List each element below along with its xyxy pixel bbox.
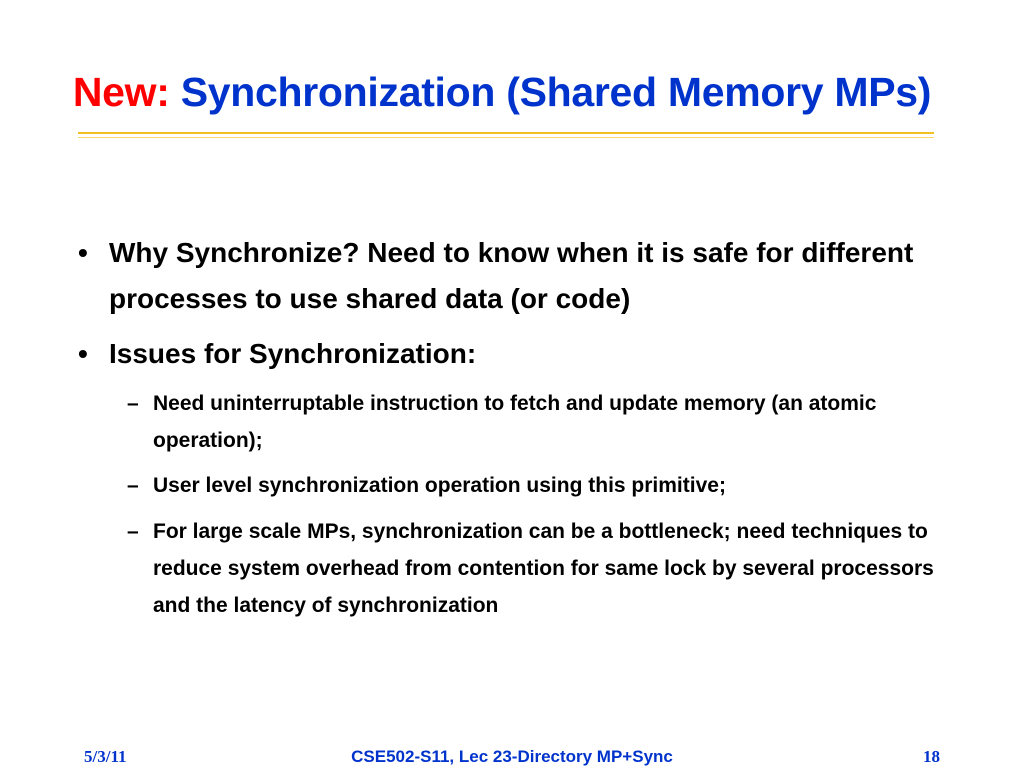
title-prefix: New: <box>72 69 170 115</box>
sub-bullet-marker: – <box>127 520 139 543</box>
sub-bullet-text: User level synchronization operation using this primitive; <box>153 474 726 497</box>
bullet-text: Issues for Synchronization: <box>109 338 477 369</box>
sub-bullet-text: For large scale MPs, synchronization can be a bottleneck; need techniques to reduce system overhead from contention for same lock by several processors and the latency of synchronization <box>153 520 934 617</box>
bullet-marker: • <box>78 237 88 268</box>
title-main: Synchronization (Shared Memory MPs) <box>180 69 932 115</box>
bullet-item <box>78 331 958 377</box>
title-underline <box>78 132 934 134</box>
slide-title <box>0 64 1004 120</box>
sub-bullet-item <box>127 467 957 504</box>
footer-page-number: 18 <box>923 747 940 766</box>
sub-bullet-marker: – <box>127 392 139 415</box>
sub-bullet-item <box>127 385 957 459</box>
sub-bullet-item <box>127 513 957 624</box>
sub-bullet-marker: – <box>127 474 139 497</box>
footer-date: 5/3/11 <box>84 747 127 766</box>
bullet-item <box>78 230 958 322</box>
title-underline-secondary <box>78 137 934 138</box>
bullet-marker: • <box>78 338 88 369</box>
sub-bullet-text: Need uninterruptable instruction to fetch and update memory (an atomic operation); <box>153 392 877 452</box>
footer-course: CSE502-S11, Lec 23-Directory MP+Sync <box>351 747 673 766</box>
bullet-text: Why Synchronize? Need to know when it is safe for different processes to use shared data (or code) <box>109 237 914 314</box>
